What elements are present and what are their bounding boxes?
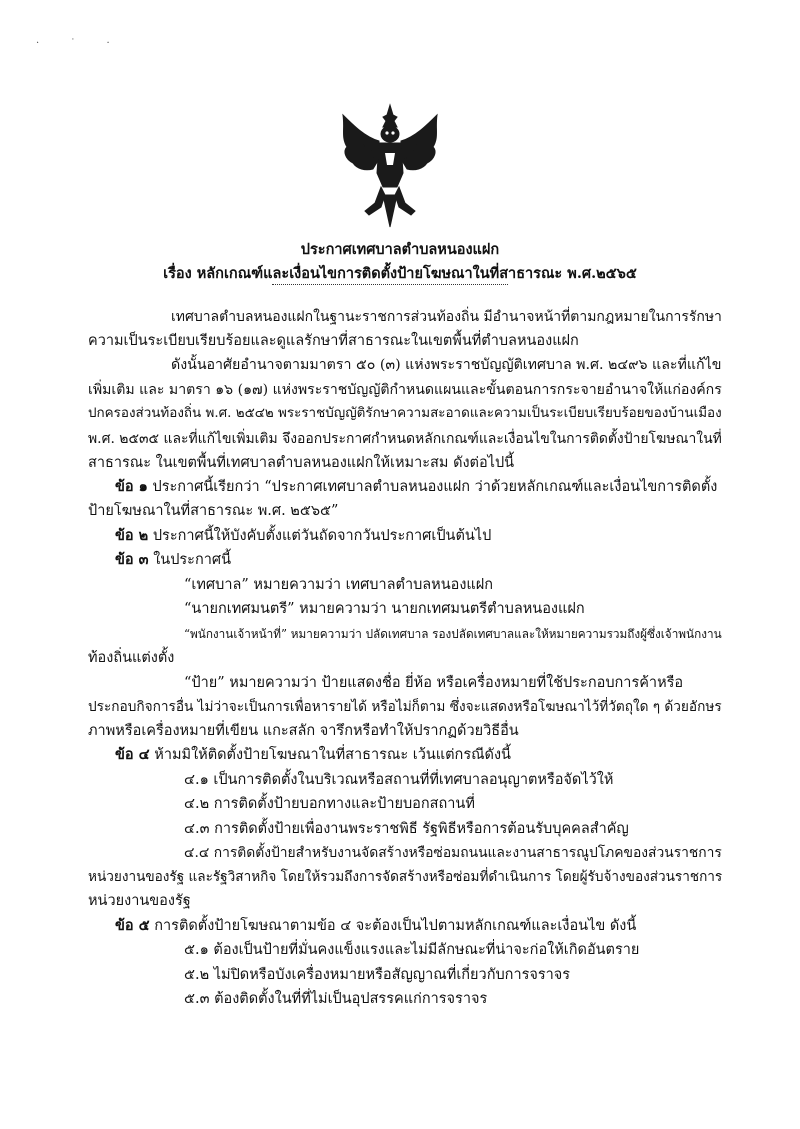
- clause-4: [115, 746, 511, 764]
- clause-4-text: ห้ามมิให้ติดตั้งป้ายโฆษณาในที่สาธารณะ เว้นแต่กรณีดังนี้: [149, 747, 511, 763]
- clause-5-label: ข้อ ๕: [115, 917, 150, 934]
- paragraph-2-line-4: พ.ศ. ๒๕๓๕ และที่แก้ไขเพิ่มเติม จึงออกประกาศกำหนดหลักเกณฑ์และเงื่อนไขในการติดตั้งป้ายโฆษณาในที่: [88, 431, 722, 447]
- scan-specks: · ˙ ·: [36, 38, 124, 49]
- clause-4-label: ข้อ ๔: [115, 746, 150, 763]
- clause-1: [115, 478, 717, 496]
- clause-4-4-line-1: ๔.๔ การติดตั้งป้ายสำหรับงานจัดสร้างหรือซ่อมถนนและงานสาธารณูปโภคของส่วนราชการ: [184, 845, 722, 861]
- clause-4-1: ๔.๑ เป็นการติดตั้งในบริเวณหรือสถานที่ที่เทศบาลอนุญาตหรือจัดไว้ให้: [184, 772, 614, 788]
- clause-1-text: ประกาศนี้เรียกว่า “ประกาศเทศบาลตำบลหนองแฝก ว่าด้วยหลักเกณฑ์และเงื่อนไขการติดตั้ง: [147, 479, 718, 495]
- clause-1-line-2: ป้ายโฆษณาในที่สาธารณะ พ.ศ. ๒๕๖๕”: [88, 503, 339, 519]
- announcement-title: ประกาศเทศบาลตำบลหนองแฝก: [300, 241, 500, 258]
- definition-officer-line-2: ท้องถิ่นแต่งตั้ง: [88, 650, 175, 666]
- definition-sign-line-2: ประกอบกิจการอื่น ไม่ว่าจะเป็นการเพื่อหารายได้ หรือไม่ก็ตาม ซึ่งจะแสดงหรือโฆษณาไว้ที่วัตถุใด ๆ ด้วยอักษร: [88, 699, 722, 715]
- definition-sign-line-1: “ป้าย” หมายความว่า ป้ายแสดงชื่อ ยี่ห้อ หรือเครื่องหมายที่ใช้ประกอบการค้าหรือ: [184, 675, 684, 691]
- clause-5: [115, 917, 636, 935]
- clause-4-4-line-3: หน่วยงานของรัฐ: [88, 893, 191, 909]
- definition-sign-line-3: ภาพหรือเครื่องหมายที่เขียน แกะสลัก จารึกหรือทำให้ปรากฏด้วยวิธีอื่น: [88, 723, 519, 739]
- paragraph-1-line-2: ความเป็นระเบียบเรียบร้อยและดูแลรักษาที่สาธารณะในเขตพื้นที่ตำบลหนองแฝก: [88, 333, 579, 349]
- clause-2-label: ข้อ ๒: [115, 527, 149, 544]
- clause-4-2: ๔.๒ การติดตั้งป้ายบอกทางและป้ายบอกสถานที่: [184, 796, 475, 812]
- clause-3-label: ข้อ ๓: [115, 551, 149, 568]
- paragraph-2-line-2: เพิ่มเติม และ มาตรา ๑๖ (๑๗) แห่งพระราชบัญญัติกำหนดแผนและขั้นตอนการกระจายอำนาจให้แก่องค์กร: [88, 382, 722, 398]
- clause-3-text: ในประกาศนี้: [148, 552, 232, 568]
- paragraph-2-line-3: ปกครองส่วนท้องถิ่น พ.ศ. ๒๕๔๒ พระราชบัญญัติรักษาความสะอาดและความเป็นระเบียบเรียบร้อยของบ้านเมือง: [88, 406, 722, 421]
- clause-5-1: ๕.๑ ต้องเป็นป้ายที่มั่นคงแข็งแรงและไม่มีลักษณะที่น่าจะก่อให้เกิดอันตราย: [184, 942, 640, 958]
- paragraph-2-line-5: สาธารณะ ในเขตพื้นที่เทศบาลตำบลหนองแฝกให้เหมาะสม ดังต่อไปนี้: [88, 455, 515, 471]
- clause-5-text: การติดตั้งป้ายโฆษณาตามข้อ ๔ จะต้องเป็นไปตามหลักเกณฑ์และเงื่อนไข ดังนี้: [149, 918, 637, 934]
- title-divider: [272, 284, 508, 285]
- garuda-emblem-icon: [335, 103, 445, 229]
- clause-2-text: ประกาศนี้ให้บังคับตั้งแต่วันถัดจากวันประกาศเป็นต้นไป: [148, 528, 492, 544]
- definition-officer-line-1: “พนักงานเจ้าหน้าที่” หมายความว่า ปลัดเทศบาล รองปลัดเทศบาลและให้หมายความรวมถึงผู้ซึ่งเจ้าพนักงาน: [184, 627, 722, 641]
- clause-4-4-line-2: หน่วยงานของรัฐ และรัฐวิสาหกิจ โดยให้รวมถึงการจัดสร้างหรือซ่อมที่ดำเนินการ โดยผู้รับจ้างของส่วนราชการ: [88, 869, 723, 885]
- definition-municipality: “เทศบาล” หมายความว่า เทศบาลตำบลหนองแฝก: [184, 577, 494, 593]
- paragraph-2-line-1: ดังนั้นอาศัยอำนาจตามมาตรา ๕๐ (๓) แห่งพระราชบัญญัติเทศบาล พ.ศ. ๒๔๙๖ และที่แก้ไข: [171, 357, 722, 373]
- clause-3: [115, 551, 231, 569]
- clause-4-3: ๔.๓ การติดตั้งป้ายเพื่องานพระราชพิธี รัฐพิธีหรือการต้อนรับบุคคลสำคัญ: [184, 821, 629, 837]
- clause-1-label: ข้อ ๑: [115, 478, 148, 495]
- announcement-subject: เรื่อง หลักเกณฑ์และเงื่อนไขการติดตั้งป้ายโฆษณาในที่สาธารณะ พ.ศ.๒๕๖๕: [163, 265, 637, 282]
- clause-2: [115, 527, 491, 545]
- clause-5-2: ๕.๒ ไม่ปิดหรือบังเครื่องหมายหรือสัญญาณที่เกี่ยวกับการจราจร: [184, 967, 571, 983]
- definition-mayor: “นายกเทศมนตรี” หมายความว่า นายกเทศมนตรีตำบลหนองแฝก: [184, 601, 585, 617]
- clause-5-3: ๕.๓ ต้องติดตั้งในที่ที่ไม่เป็นอุปสรรคแก่การจราจร: [184, 991, 488, 1007]
- paragraph-1-line-1: เทศบาลตำบลหนองแฝกในฐานะราชการส่วนท้องถิ่น มีอำนาจหน้าที่ตามกฎหมายในการรักษา: [171, 309, 722, 325]
